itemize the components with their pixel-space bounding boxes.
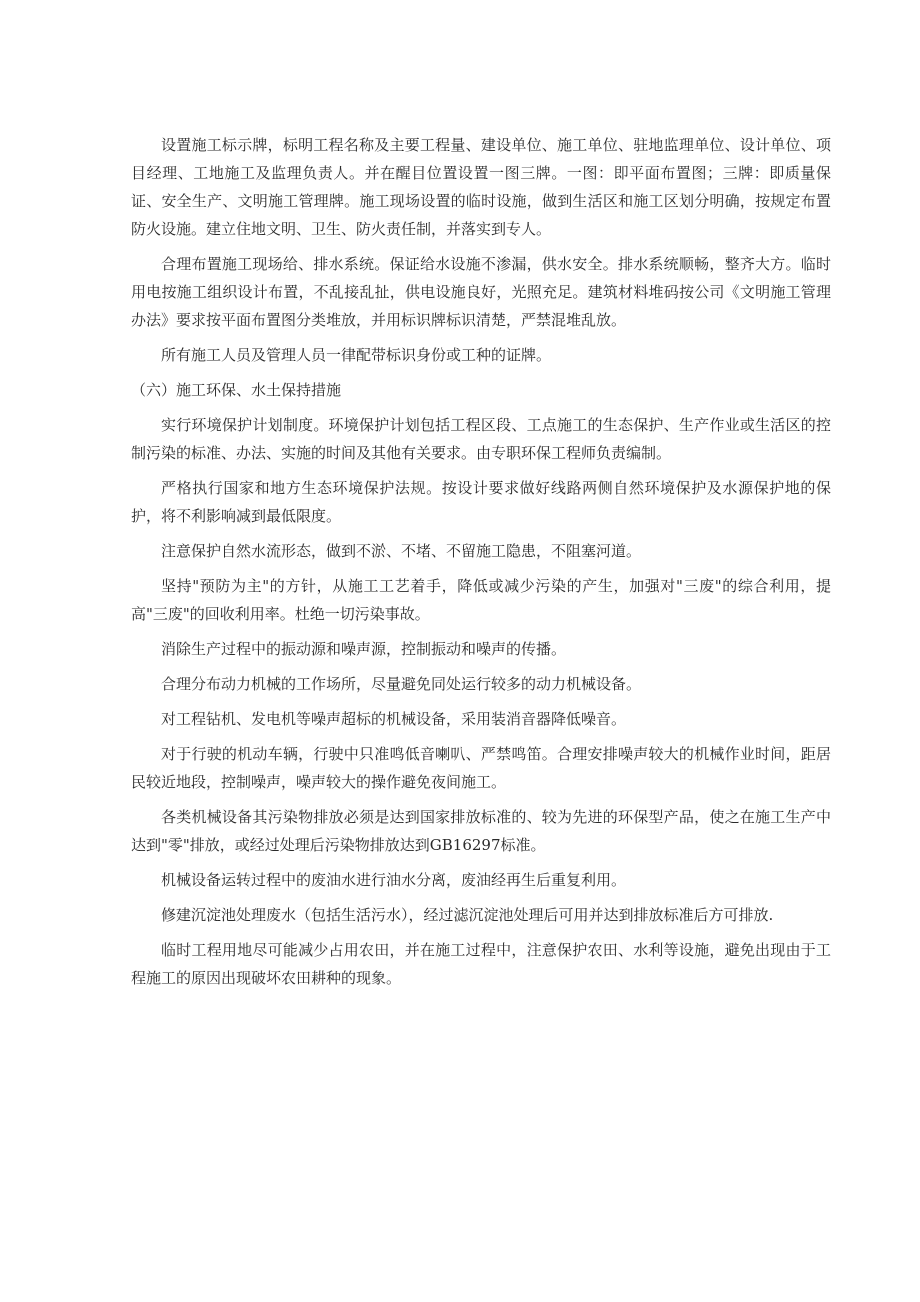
document-body (131, 131, 831, 999)
paragraph-id-badges: 所有施工人员及管理人员一律配带标识身份或工种的证牌。 (161, 346, 552, 364)
paragraph-signage: 设置施工标示牌，标明工程名称及主要工程量、建设单位、施工单位、驻地监理单位、设计单位、项目经理、工地施工及监理负责人。并在醒目位置设置一图三牌。一图：即平面布置图；三牌：即质量保证、安全生产、文明施工管理牌。施工现场设置的临时设施，做到生活区和施工区划分明确，按规定布置防火设施。建立住地文明、卫生、防火责任制，并落实到专人。 (131, 136, 831, 238)
paragraph-farmland: 临时工程用地尽可能减少占用农田，并在施工过程中，注意保护农田、水利等设施，避免出现由于工程施工的原因出现破坏农田耕种的现象。 (131, 941, 831, 987)
paragraph-env-plan: 实行环境保护计划制度。环境保护计划包括工程区段、工点施工的生态保护、生产作业或生活区的控制污染的标准、办法、实施的时间及其他有关要求。由专职环保工程师负责编制。 (131, 416, 831, 462)
paragraph-regulations: 严格执行国家和地方生态环境保护法规。按设计要求做好线路两侧自然环境保护及水源保护地的保护，将不利影响减到最低限度。 (131, 479, 831, 525)
paragraph-waste-oil: 机械设备运转过程中的废油水进行油水分离，废油经再生后重复利用。 (161, 871, 627, 889)
paragraph-vibration: 消除生产过程中的振动源和噪声源，控制振动和噪声的传播。 (161, 640, 567, 658)
paragraph-prevention: 坚持"预防为主"的方针，从施工工艺着手，降低或减少污染的产生，加强对"三废"的综合利用，提高"三废"的回收利用率。杜绝一切污染事故。 (131, 577, 831, 623)
paragraph-vehicles: 对于行驶的机动车辆，行驶中只准鸣低音喇叭、严禁鸣笛。合理安排噪声较大的机械作业时间，距居民较近地段，控制噪声，噪声较大的操作避免夜间施工。 (131, 745, 831, 791)
paragraph-emissions: 各类机械设备其污染物排放必须是达到国家排放标准的、较为先进的环保型产品，使之在施工生产中达到"零"排放，或经过处理后污染物排放达到GB16297标准。 (131, 808, 831, 854)
paragraph-water-flow: 注意保护自然水流形态，做到不淤、不堵、不留施工隐患，不阻塞河道。 (161, 542, 642, 560)
paragraph-water-drainage: 合理布置施工现场给、排水系统。保证给水设施不渗漏，供水安全。排水系统顺畅，整齐大方。临时用电按施工组织设计布置，不乱接乱扯，供电设施良好，光照充足。建筑材料堆码按公司《文明施工管理办法》要求按平面布置图分类堆放，并用标识牌标识清楚，严禁混堆乱放。 (131, 255, 831, 329)
paragraph-sediment-tank: 修建沉淀池处理废水（包括生活污水），经过滤沉淀池处理后可用并达到排放标准后方可排放. (161, 906, 774, 924)
paragraph-machinery-layout: 合理分布动力机械的工作场所，尽量避免同处运行较多的动力机械设备。 (161, 675, 642, 693)
section-heading: （六）施工环保、水土保持措施 (131, 381, 342, 399)
paragraph-silencers: 对工程钻机、发电机等噪声超标的机械设备，采用装消音器降低噪音。 (161, 710, 627, 728)
